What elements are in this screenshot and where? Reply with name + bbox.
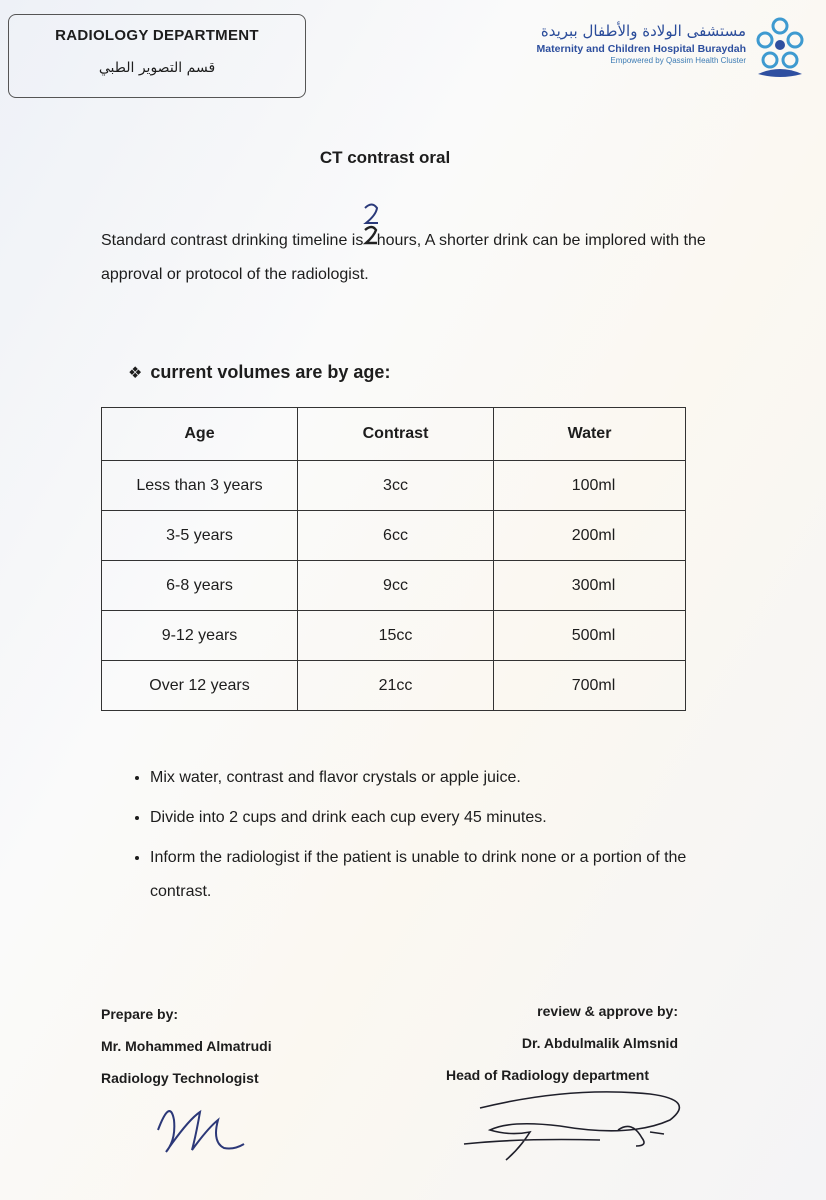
table-row (102, 511, 686, 561)
diamond-bullet-icon: ❖ (128, 365, 143, 382)
instruction-list (120, 760, 750, 914)
section-heading-text: current volumes are by age: (150, 362, 391, 382)
cell-contrast: 3cc (298, 461, 494, 511)
cell-contrast: 9cc (298, 561, 494, 611)
table-row (102, 461, 686, 511)
table-row (102, 661, 686, 711)
prepared-by-block (101, 1006, 272, 1102)
hospital-logo (472, 12, 812, 82)
department-box (8, 14, 306, 98)
intro-paragraph (101, 224, 711, 292)
hospital-logo-icon (750, 14, 810, 82)
hospital-name-en: Maternity and Children Hospital Buraydah (536, 43, 746, 55)
department-name-ar: قسم التصوير الطبي (98, 60, 216, 76)
approved-by-role: Head of Radiology department (446, 1067, 650, 1083)
approved-by-name: Dr. Abdulmalik Almsnid (521, 1035, 678, 1051)
handwritten-correction-mark (361, 202, 383, 250)
cell-water: 100ml (494, 461, 686, 511)
prepared-by-role: Radiology Technologist (101, 1070, 259, 1086)
cell-water: 300ml (494, 561, 686, 611)
cell-age: 9-12 years (102, 611, 298, 661)
approved-by-label: review & approve by: (537, 1003, 678, 1019)
hospital-name-ar: مستشفى الولادة والأطفال ببريدة (540, 22, 746, 40)
prepared-by-signature (148, 1090, 248, 1160)
intro-text-end: hours, A shorter drink can be implored with the approval or protocol of the radiologist. (101, 232, 706, 283)
handwritten-correction (363, 224, 372, 258)
volumes-table (101, 407, 686, 711)
header-contrast: Contrast (298, 408, 494, 461)
table-header-row (102, 408, 686, 461)
cell-age: 6-8 years (102, 561, 298, 611)
approved-by-signature (450, 1080, 700, 1170)
table-row (102, 611, 686, 661)
section-heading (128, 362, 390, 383)
hospital-subtitle: Empowered by Qassim Health Cluster (610, 56, 746, 65)
cell-age: Less than 3 years (102, 461, 298, 511)
cell-water: 700ml (494, 661, 686, 711)
department-name-en: RADIOLOGY DEPARTMENT (55, 27, 259, 44)
cell-water: 500ml (494, 611, 686, 661)
cell-water: 200ml (494, 511, 686, 561)
list-item: • Divide into 2 cups and drink each cup every 45 minutes. (150, 800, 750, 835)
header-age: Age (102, 408, 298, 461)
hospital-name-block (537, 22, 746, 65)
cell-contrast: 21cc (298, 661, 494, 711)
table-row (102, 561, 686, 611)
list-item: • Mix water, contrast and flavor crystals or apple juice. (150, 760, 750, 795)
prepared-by-label: Prepare by: (101, 1006, 179, 1022)
cell-contrast: 15cc (298, 611, 494, 661)
prepared-by-name: Mr. Mohammed Almatrudi (101, 1038, 272, 1054)
document-title: CT contrast oral (319, 148, 451, 167)
cell-age: Over 12 years (102, 661, 298, 711)
header-water: Water (494, 408, 686, 461)
list-item: • Inform the radiologist if the patient is unable to drink none or a portion of the contrast. (150, 840, 750, 909)
cell-contrast: 6cc (298, 511, 494, 561)
intro-text-start: Standard contrast drinking timeline is (101, 232, 364, 249)
cell-age: 3-5 years (102, 511, 298, 561)
